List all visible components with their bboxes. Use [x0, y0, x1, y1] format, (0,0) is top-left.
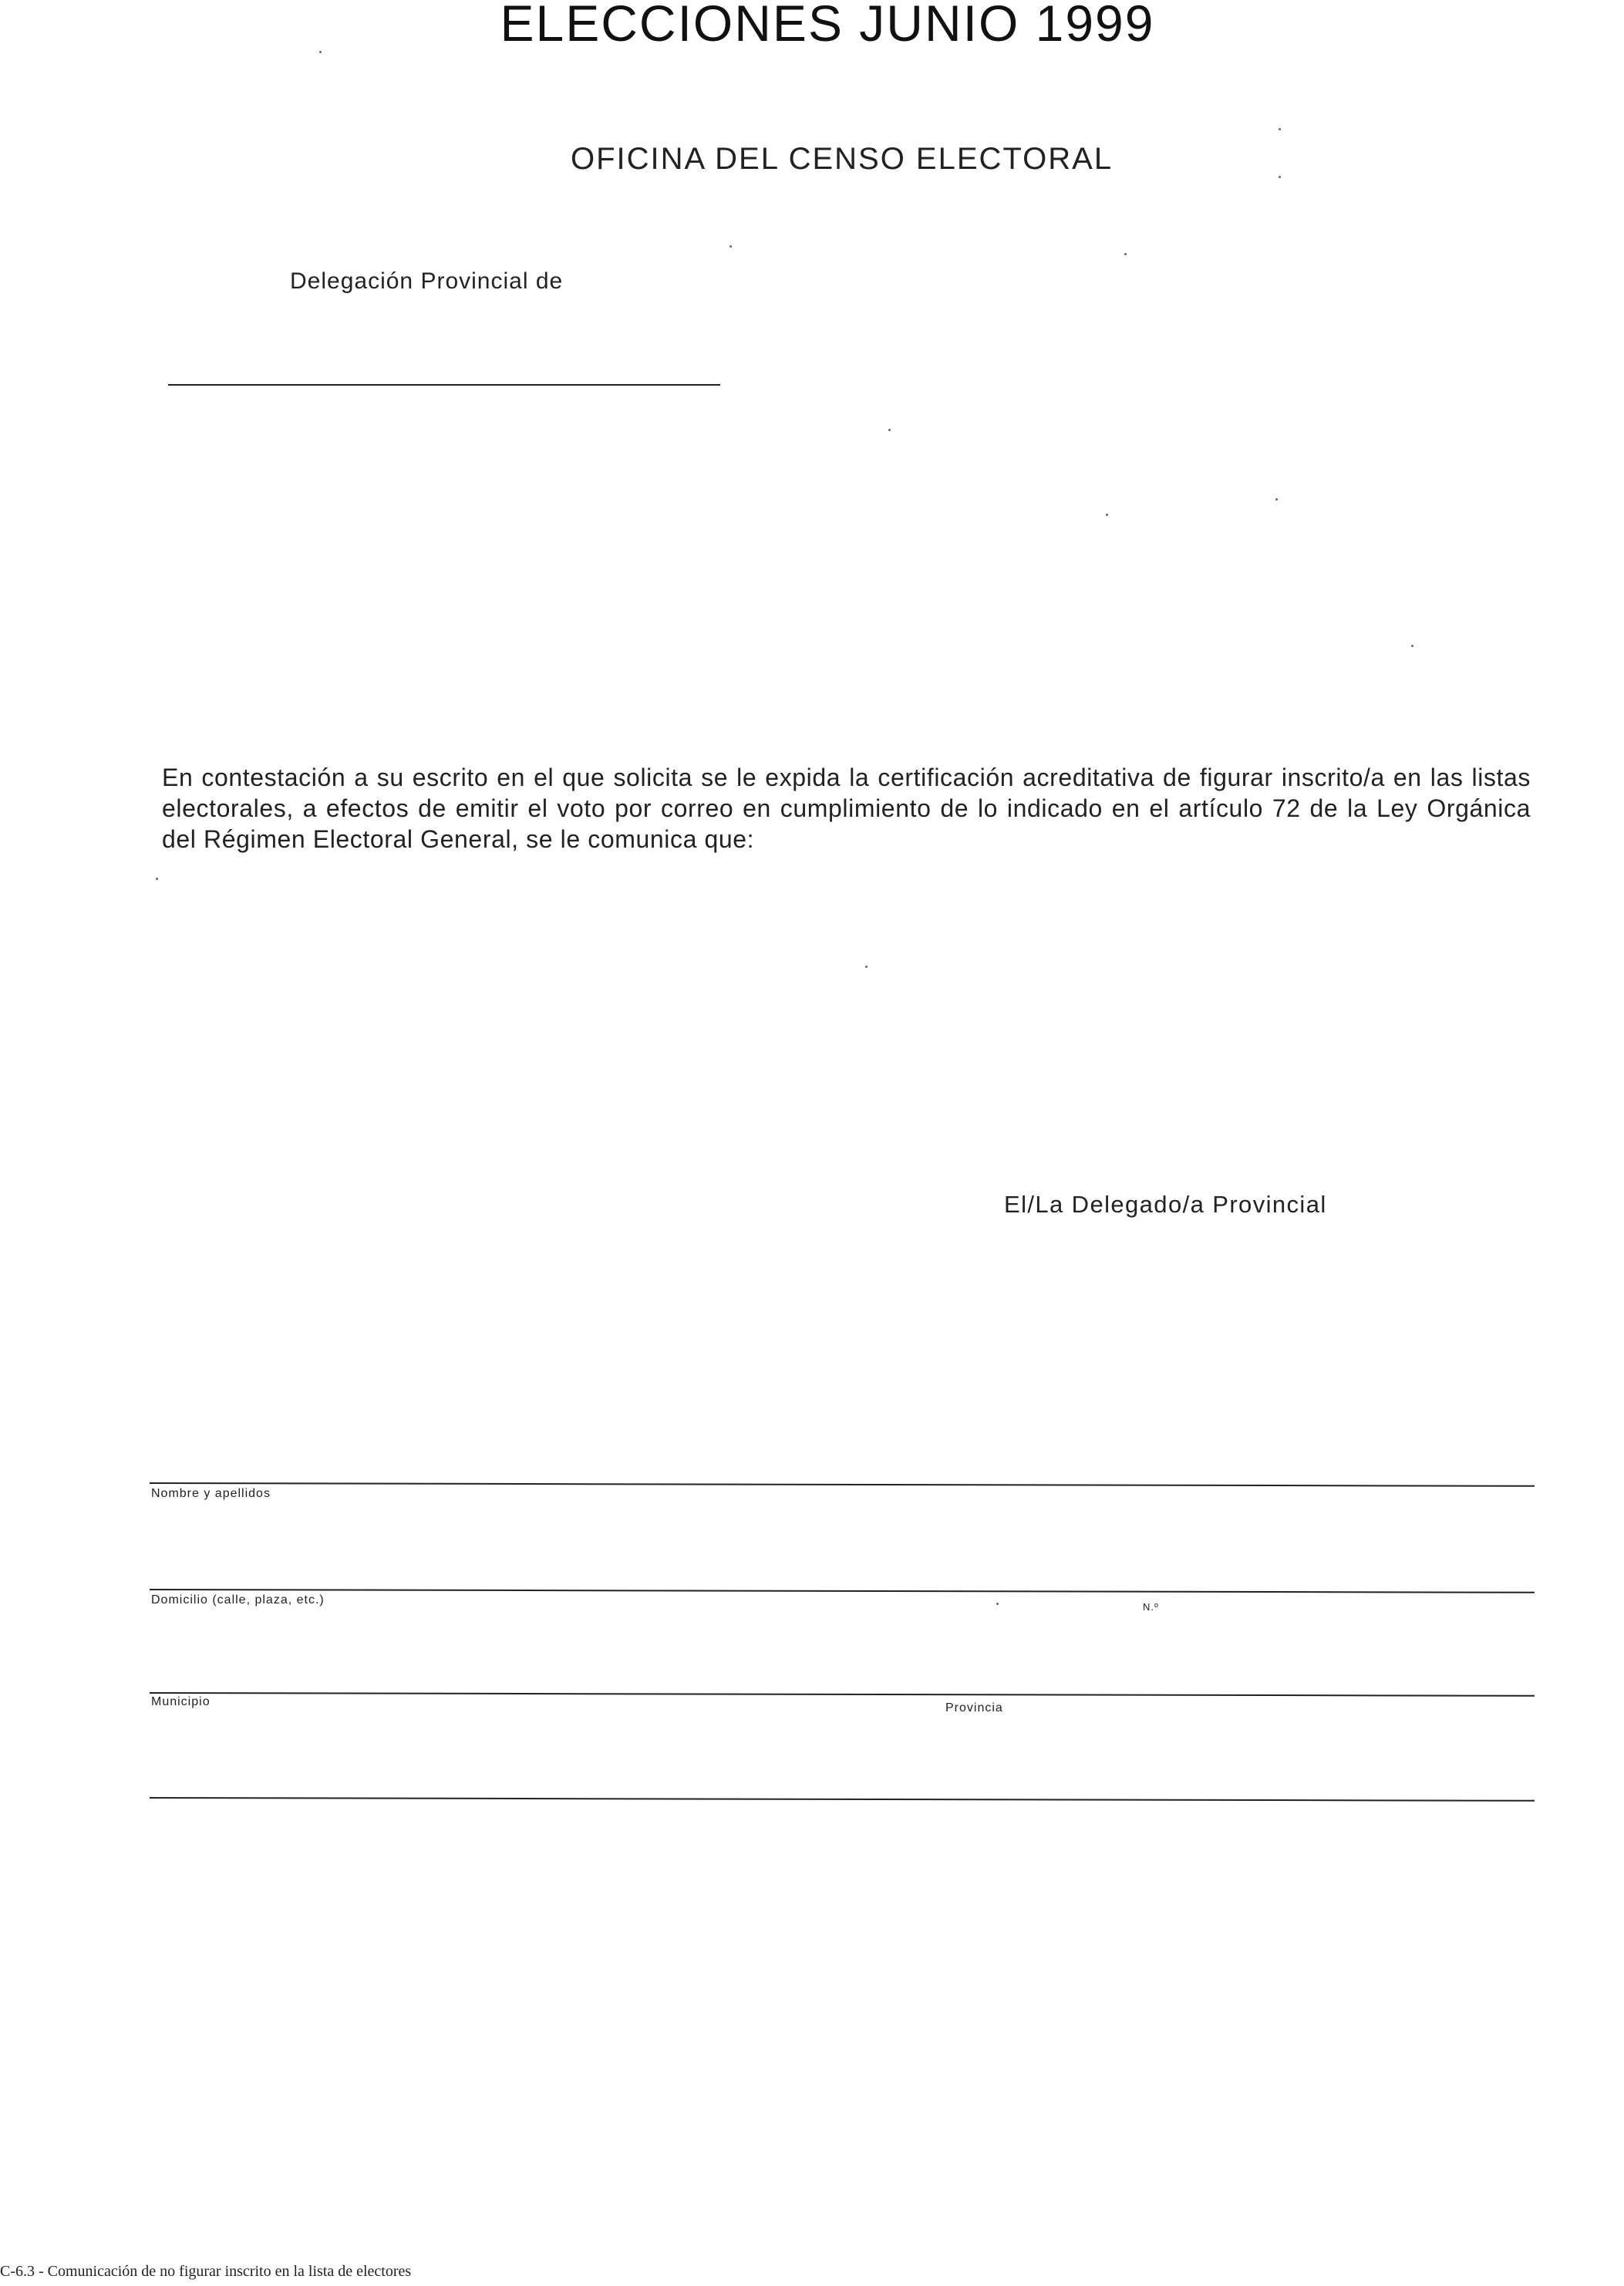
number-label: N.º: [1143, 1601, 1159, 1613]
name-line: [150, 1482, 1535, 1487]
scan-speck: [865, 966, 868, 968]
final-line: [150, 1797, 1535, 1802]
name-label: Nombre y apellidos: [151, 1487, 271, 1500]
municipality-label: Municipio: [151, 1695, 211, 1708]
scan-speck: [1279, 128, 1281, 130]
delegation-line: [168, 384, 720, 386]
scan-speck: [1124, 253, 1127, 255]
address-line: [150, 1589, 1535, 1593]
scan-speck: [319, 51, 322, 53]
document-title: ELECCIONES JUNIO 1999: [500, 0, 1155, 52]
scan-speck: [156, 878, 158, 880]
scan-speck: [1411, 645, 1413, 647]
scan-speck: [729, 245, 732, 248]
delegation-label: Delegación Provincial de: [290, 268, 564, 294]
scan-speck: [1106, 514, 1108, 516]
signature-label: El/La Delegado/a Provincial: [1004, 1191, 1327, 1218]
scan-speck: [996, 1603, 999, 1605]
scan-speck: [888, 429, 891, 431]
scan-speck: [1279, 176, 1281, 178]
scan-speck: [1275, 498, 1278, 501]
office-name: OFICINA DEL CENSO ELECTORAL: [571, 142, 1114, 176]
province-label: Provincia: [945, 1701, 1003, 1714]
form-footnote: C-6.3 - Comunicación de no figurar inscrito en la lista de electores: [0, 2263, 412, 2280]
address-label: Domicilio (calle, plaza, etc.): [151, 1593, 325, 1607]
body-paragraph: En contestación a su escrito en el que solicita se le expida la certificación acreditativa de figurar inscrito/a en las listas electorales, a efectos de emitir el voto por correo en cumplimiento de lo indicado en el artículo 72 de la Ley Orgánica del Régimen Electoral General, se le comunica que:: [162, 764, 1531, 853]
municipality-line: [150, 1692, 1535, 1697]
